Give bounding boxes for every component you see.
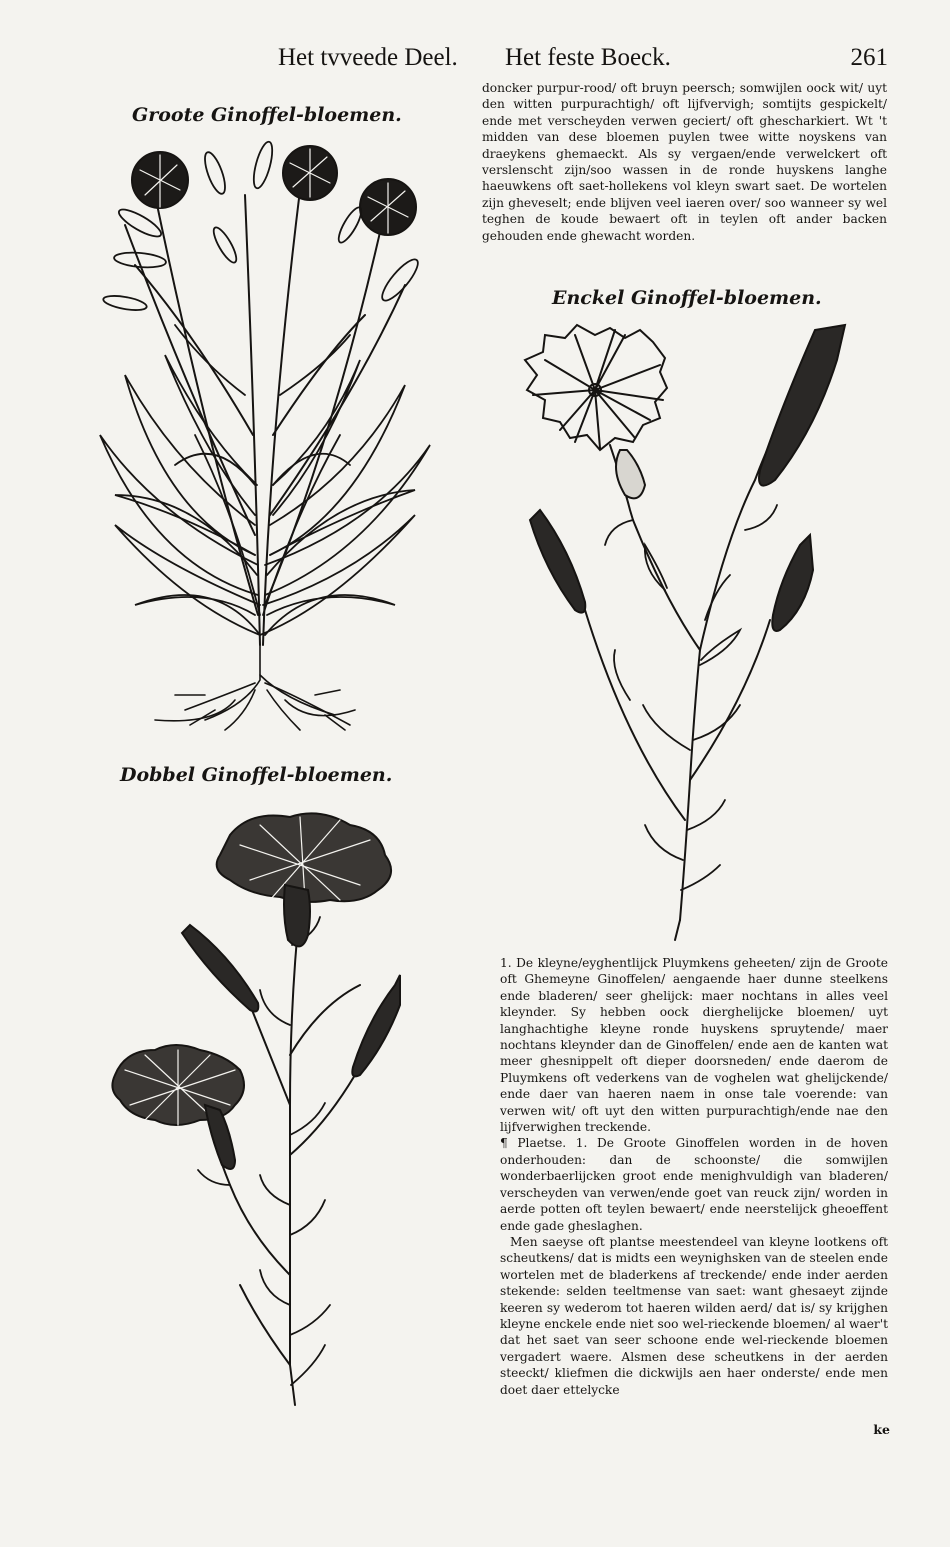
stems (585, 415, 785, 940)
woodcut-dobbel-ginoffel (110, 805, 410, 1415)
catchword: ke (873, 1422, 890, 1437)
caption-dobbel: Dobbel Ginoffel-bloemen. (120, 764, 393, 786)
paragraph-1: 1. De kleyne/eyghentlijck Pluymkens geheeten/ zijn de Groote oft Ghemeyne Ginoffelen/ aengaende haer dunne steelkens ende bladeren/ seer ghelijck: maer nochtans in alles veel kleynder. Sy hebben oock dierghelijcke bloemen/ uyt langhachtighe kleyne ronde huyskens spruytende/ maer nochtans kleynder dan de Ginoffelen/ ende aen de kanten wat meer ghesnippelt oft dieper doorsneden/ ende daerom de Pluymkens oft vederkens van de voghelen wat ghelijckende/ ende daer van haeren naem in onse tale voerende: van verwen wit/ oft uyt den witten purpurachtigh/ende nae den lijfverwighen treckende. (500, 956, 888, 1135)
roots (155, 645, 355, 730)
text-column-top (482, 80, 887, 244)
flower-buds (530, 325, 845, 631)
flower-head (525, 325, 667, 450)
caption-groote: Groote Ginoffel-bloemen. (132, 104, 402, 126)
caption-enckel: Enckel Ginoffel-bloemen. (552, 287, 822, 309)
page-number: 261 (850, 44, 888, 71)
woodcut-enckel-ginoffel (515, 320, 855, 945)
running-head-center: Het feste Boeck. (505, 44, 671, 71)
flower-heads (112, 813, 391, 1125)
paragraph-2: ¶ Plaetse. 1. De Groote Ginoffelen worden in de hoven onderhouden: dan de schoonste/ die somwijlen wonderbaerlijcken groot ende menighvuldigh van bladeren/ verscheyden van verwen/ende goet van reuck zijn/ worden in aerde potten oft teylen bewaert/ ende neerstelijck gheoeffent ende gade gheslaghen. (500, 1136, 888, 1233)
flower-heads (132, 146, 416, 235)
running-head-left: Het tvveede Deel. (278, 44, 458, 71)
paragraph-top: doncker purpur-rood/ oft bruyn peersch; somwijlen oock wit/ uyt den witten purpurachtigh/ oft lijfvervigh; somtijts gespickelt/ ende met verscheyden verwen geciert/ oft ghescharkiert. Wt 't midden van dese bloemen puylen twee witte noyskens van draeykens ghemaeckt. Als sy vergaen/ende verwelckert oft verslenscht zijn/soo wassen in de ronde huyskens langhe haeuwkens oft saet-hollekens vol kleyn swart saet. De wortelen zijn gheveselt; ende blijven veel iaeren over/ soo wanneer sy wel teghen de koude bewaert oft in teylen oft ander backen gehouden ende ghewacht worden. (482, 81, 887, 243)
leaves (605, 505, 777, 890)
text-column-body (500, 955, 888, 1398)
paragraph-3: Men saeyse oft plantse meestendeel van kleyne lootkens oft scheutkens/ dat is midts een weynighsken van de steelen ende wortelen met de bladerkens af treckende/ ende inder aerden stekende: selden teeltmense van saet: want ghesaeyt zijnde keeren sy wederom tot haeren wilden aerd/ dat is/ sy krijghen kleyne enckele ende niet soo wel-rieckende bloemen/ al waer't dat het saet van seer schoone ende wel-rieckende bloemen vergadert waere. Alsmen dese scheutkens in der aerden steeckt/ kliefmen die dickwijls aen haer onderste/ ende men doet daer ettelycke (500, 1234, 888, 1397)
woodcut-groote-ginoffel (95, 135, 440, 735)
